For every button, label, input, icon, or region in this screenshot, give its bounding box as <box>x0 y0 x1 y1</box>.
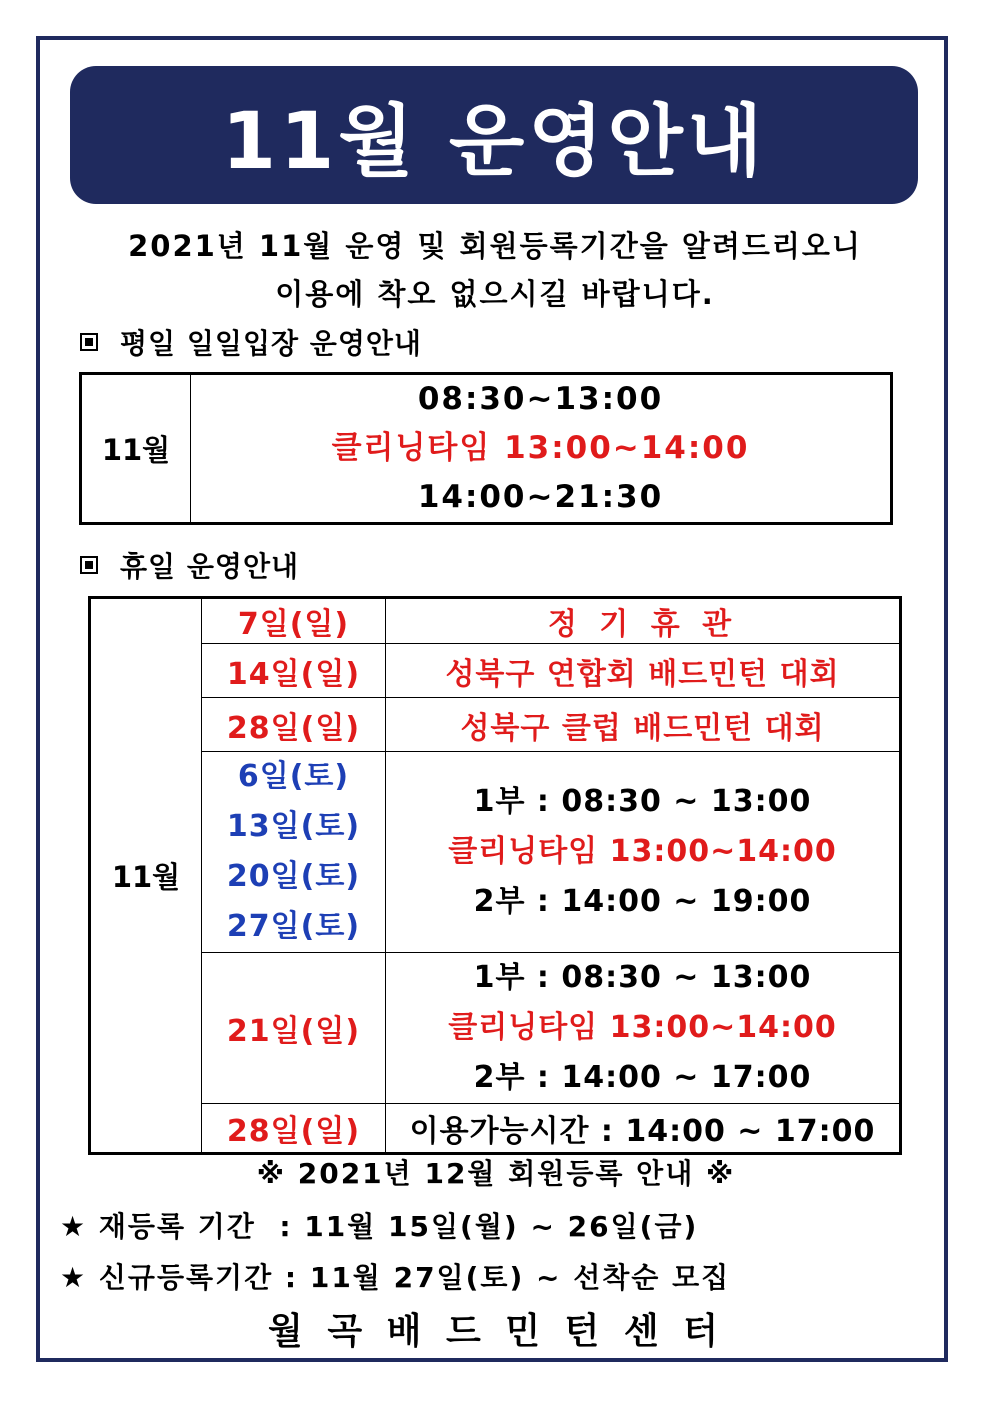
intro-line-1: 2021년 11월 운영 및 회원등록기간을 알려드리오니 <box>128 229 862 263</box>
holiday-info: 이용가능시간 : 14:00 ~ 17:00 <box>386 1104 901 1154</box>
square-bullet-icon <box>80 556 98 574</box>
holiday-info: 2부 : 14:00 ~ 19:00 <box>473 884 812 919</box>
holiday-cleaning-time: 클리닝타임 13:00~14:00 <box>448 834 837 869</box>
renewal-period: ★ 재등록 기간 : 11월 15일(월) ~ 26일(금) <box>60 1210 699 1243</box>
weekday-month-cell: 11월 <box>81 374 191 524</box>
holiday-section-heading <box>80 545 299 585</box>
holiday-date: 14일(일) <box>202 644 386 698</box>
square-bullet-icon <box>80 333 98 351</box>
weekday-cleaning-time: 클리닝타임 13:00~14:00 <box>331 430 750 466</box>
holiday-info: 1부 : 08:30 ~ 13:00 <box>473 960 812 995</box>
title-banner <box>70 66 918 204</box>
holiday-date: 28일(일) <box>202 698 386 752</box>
holiday-date: 28일(일) <box>202 1104 386 1154</box>
table-row <box>90 644 901 698</box>
holiday-info: 2부 : 14:00 ~ 17:00 <box>473 1060 812 1095</box>
holiday-info-group <box>386 752 901 953</box>
weekday-time-2: 14:00~21:30 <box>417 479 664 515</box>
holiday-date: 13일(토) <box>226 809 361 844</box>
holiday-heading-text: 휴일 운영안내 <box>120 550 300 583</box>
new-registration-period: ★ 신규등록기간 : 11월 27일(토) ~ 선착순 모집 <box>60 1261 731 1294</box>
holiday-schedule-table <box>88 596 902 1155</box>
holiday-info: 1부 : 08:30 ~ 13:00 <box>473 784 812 819</box>
weekday-section-heading <box>80 322 422 362</box>
table-row <box>90 752 901 953</box>
weekday-time-1: 08:30~13:00 <box>417 381 664 417</box>
table-row <box>90 953 901 1104</box>
table-row <box>90 1104 901 1154</box>
holiday-date: 20일(토) <box>226 859 361 894</box>
holiday-cleaning-time: 클리닝타임 13:00~14:00 <box>448 1010 837 1045</box>
holiday-date-group <box>202 752 386 953</box>
holiday-info-group <box>386 953 901 1104</box>
holiday-info: 정 기 휴 관 <box>386 598 901 644</box>
weekday-heading-text: 평일 일일입장 운영안내 <box>120 327 422 360</box>
holiday-info: 성북구 클럽 배드민턴 대회 <box>386 698 901 752</box>
page-title: 11월 운영안내 <box>221 97 767 187</box>
intro-line-2: 이용에 착오 없으시길 바랍니다. <box>275 277 715 311</box>
center-name: 월 곡 배 드 민 턴 센 터 <box>268 1311 724 1352</box>
holiday-date: 27일(토) <box>226 909 361 944</box>
holiday-date: 7일(일) <box>202 598 386 644</box>
table-row <box>90 698 901 752</box>
holiday-info: 성북구 연합회 배드민턴 대회 <box>386 644 901 698</box>
registration-heading: ※ 2021년 12월 회원등록 안내 ※ <box>256 1157 736 1190</box>
holiday-date: 6일(토) <box>237 759 350 794</box>
weekday-times-cell <box>191 374 892 524</box>
holiday-date: 21일(일) <box>202 953 386 1104</box>
weekday-schedule-table <box>79 372 893 525</box>
holiday-month-cell: 11월 <box>90 598 202 1154</box>
table-row <box>90 598 901 644</box>
